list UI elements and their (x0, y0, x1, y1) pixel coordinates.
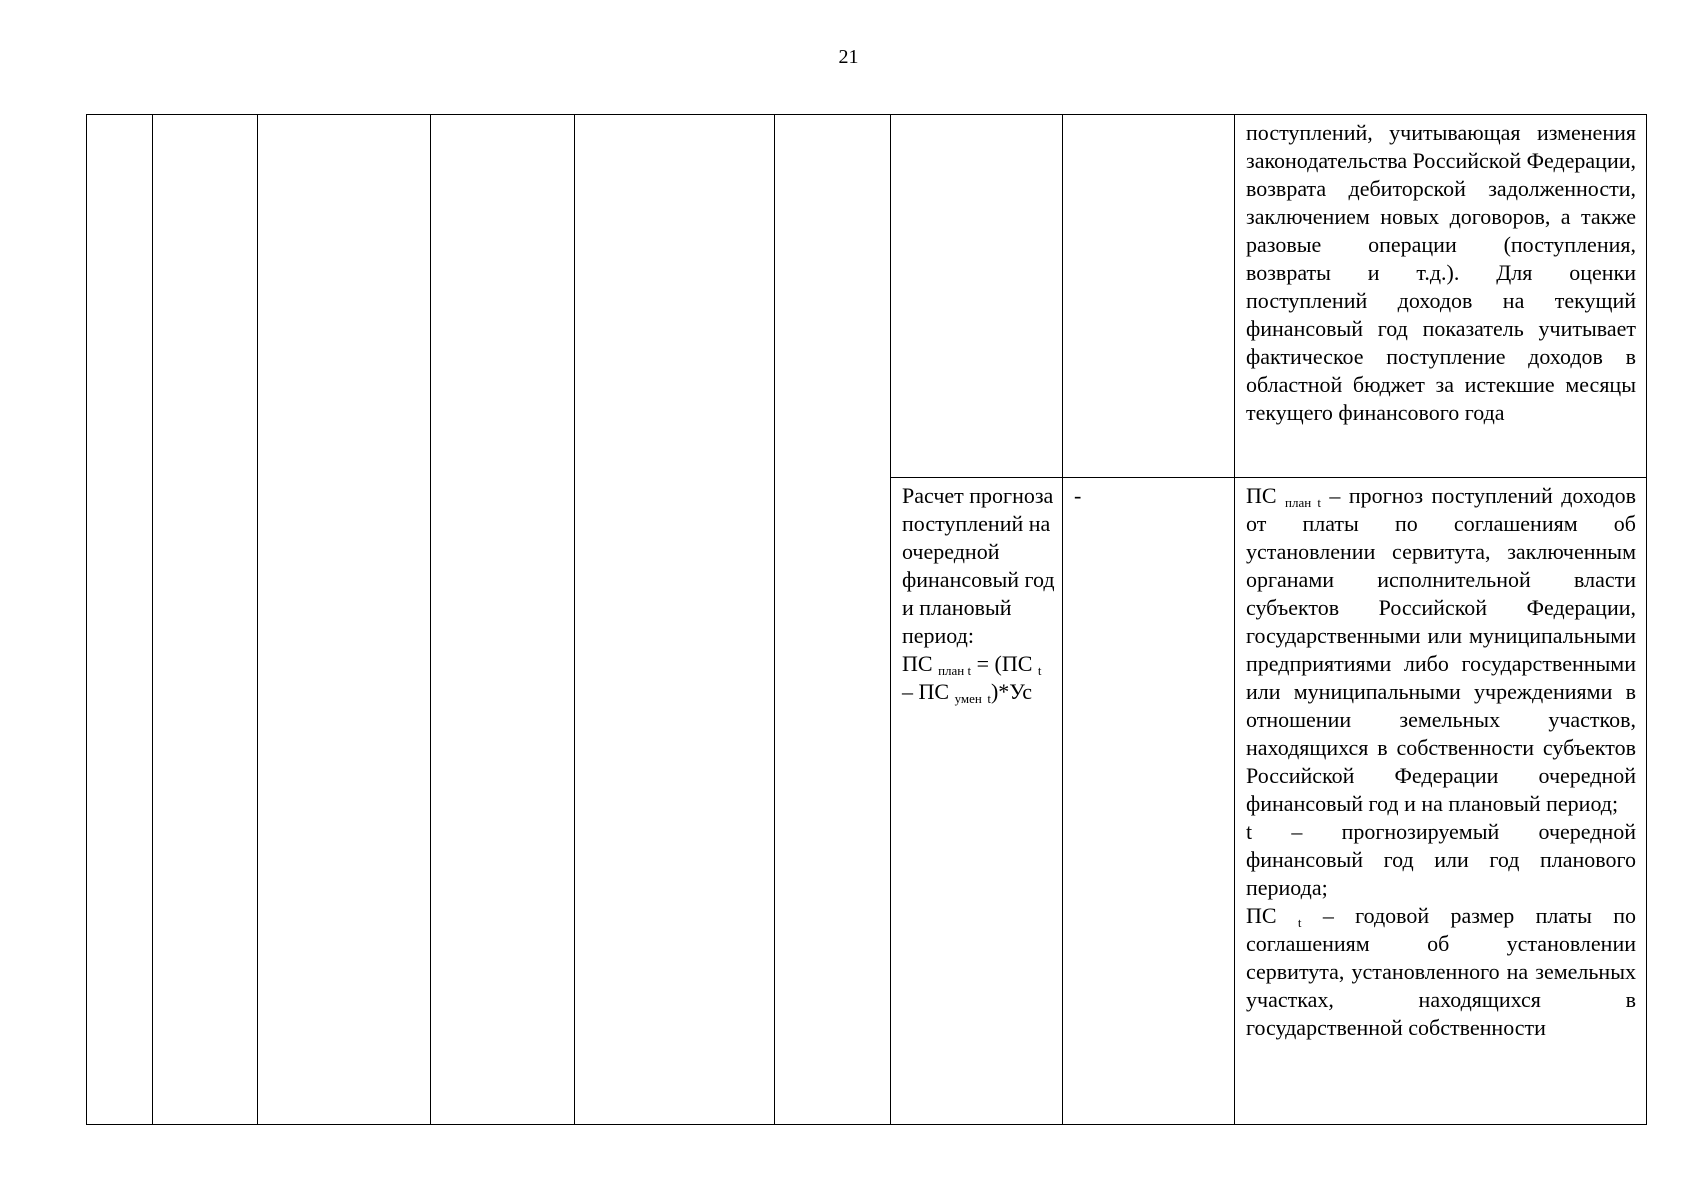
table-cell-dash-top (1063, 115, 1235, 478)
table-cell-col-1 (87, 115, 153, 1125)
table-row (87, 115, 1647, 478)
table-cell-method (891, 478, 1063, 1125)
formula-close-mult: )*Ус (990, 679, 1033, 704)
desc-ps-t: ПС (1246, 903, 1277, 928)
table-cell-method-top (891, 115, 1063, 478)
formula-minus-ps: – ПС (902, 679, 950, 704)
formula-sub-t2: t (987, 691, 991, 706)
formula-sub-umen: умен (954, 691, 982, 706)
revenue-forecast-table (86, 114, 1647, 1125)
description-continued-text: поступлений, учитывающая изменения законодательства Российской Федерации, возврата дебиторской задолженности, заключением новых договоров, а также разовые операции (поступления, возвраты и т.д.). Для оценки поступлений доходов на текущий финансовый год показатель учитывает фактическое поступление доходов в областной бюджет за истекшие месяцы текущего финансового года (1246, 120, 1637, 425)
table-cell-description (1235, 478, 1647, 1125)
description-paragraph-3 (1246, 902, 1636, 1042)
table-cell-dash (1063, 478, 1235, 1125)
method-text: Расчет прогноза поступлений на очередной финансовый год и плановый период: (902, 483, 1055, 648)
desc-ps: ПС (1246, 483, 1277, 508)
table-cell-col-2 (153, 115, 258, 1125)
table-cell-col-5 (575, 115, 775, 1125)
desc-sub-t: t (1297, 915, 1302, 930)
table-cell-col-3 (258, 115, 431, 1125)
description-paragraph-1 (1246, 482, 1636, 818)
formula (902, 650, 1056, 706)
formula-sub-plan-t: план t (938, 663, 972, 678)
table-cell-col-6 (775, 115, 891, 1125)
description-paragraph-2: t – прогнозируемый очередной финансовый год или год планового периода; (1246, 819, 1636, 900)
formula-ps: ПС (902, 651, 933, 676)
dash-text: - (1074, 483, 1082, 508)
table-cell-col-4 (431, 115, 575, 1125)
table-cell-description-top (1235, 115, 1647, 478)
desc-p1-text: – прогноз поступлений доходов от платы по соглашениям об установлении сервитута, заключенным органами исполнительной власти субъектов Российской Федерации, государственными или муниципальными предприятиями либо государственными или муниципальными учреждениями в отношении земельных участков, находящихся в собственности субъектов Российской Федерации очередной финансовый год и на плановый период; (1246, 483, 1636, 816)
formula-eq-open: = (ПС (976, 651, 1033, 676)
desc-p3-text: – годовой размер платы по соглашениям об установлении сервитута, установленного на земельных участках, находящихся в государственной собственности (1246, 903, 1637, 1040)
page-number: 21 (838, 46, 859, 68)
desc-sub-plan-t: план t (1285, 495, 1321, 510)
formula-sub-t: t (1037, 663, 1042, 678)
